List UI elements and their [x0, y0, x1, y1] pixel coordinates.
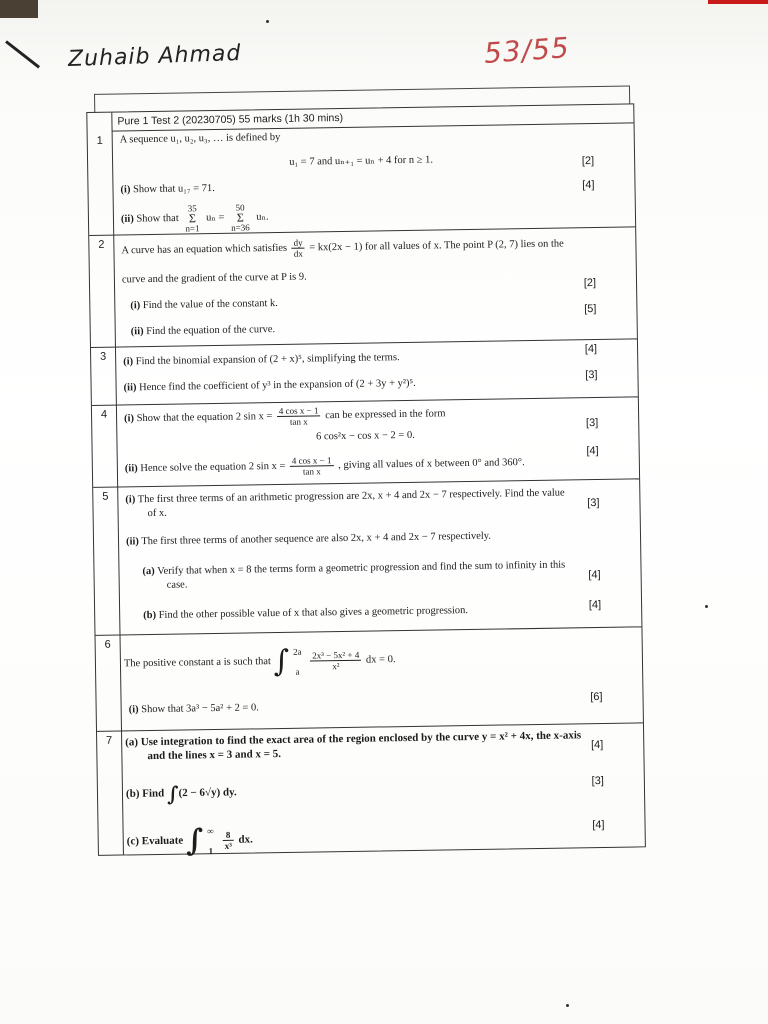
fraction: $\frac{\text{4 cos x − 1}}{\text{tan x}}$: [290, 455, 334, 477]
integral-sign: ∫: [166, 781, 179, 806]
sum-rhs: 50 Σ n=36: [229, 202, 252, 232]
question-number: 1: [96, 134, 103, 147]
marks: [3]: [585, 416, 599, 430]
part-ii: (ii) Find the equation of the curve.: [130, 324, 276, 338]
marks: [4]: [590, 738, 604, 752]
formula: u₁ = 7 and uₙ₊₁ = uₙ + 4 for n ≥ 1.: [289, 154, 434, 168]
derivative: $\frac{dy}{dx}$: [293, 237, 303, 259]
part-i: (i) Find the binomial expansion of (2 + x)⁵, simplifying the terms.: [123, 352, 400, 368]
part-text-cont: and the lines x = 3 and x = 5.: [147, 748, 282, 763]
marks: [5]: [584, 303, 597, 316]
paper-title: Pure 1 Test 2 (20230705) 55 marks (1h 30 mins): [111, 104, 633, 131]
question-text: curve and the gradient of the curve at P is 9.: [121, 271, 307, 286]
sum-lhs-var: uₙ =: [205, 212, 225, 224]
question-number: 3: [99, 350, 107, 363]
part-c: (c) Evaluate ∫ ∞ 1 $\frac{8}{\text{x³}}$ dx.: [126, 823, 253, 859]
question-row-3: [91, 338, 638, 406]
question-row-4: [92, 396, 639, 488]
question-text: A sequence u₁, u₂, u₃, … is defined by: [119, 131, 281, 146]
question-number: 7: [106, 734, 113, 747]
sum-lhs: 35 Σ n=1: [183, 203, 202, 233]
part-i: (i) The first three terms of an arithmetic progression are 2x, x + 4 and 2x − 7 respectively. Find the value: [125, 487, 565, 506]
sum-upper: 35: [187, 203, 197, 214]
question-text: A curve has an equation which satisfies $\frac{dy}{dx}$ = kx(2x − 1) for all values of x. The point P (2, 7) lies on the: [121, 237, 564, 259]
part-ii: (ii) Hence find the coefficient of y³ in the expansion of (2 + 3y + y²)⁵.: [123, 377, 416, 394]
question-number: 4: [100, 408, 108, 421]
part-ii: [121, 202, 269, 234]
question-text: The positive constant a is such that ∫ 2a a $\frac{\text{2x³ − 5x² + 4}}{\text{x²}}$ dx = 0.: [123, 643, 396, 680]
part-i: (i) Show that the equation 2 sin x = $\frac{\text{4 cos x − 1}}{\text{tan x}}$ can be expressed in the form: [124, 405, 446, 427]
part-label: (ii): [120, 213, 134, 225]
part-ii: (ii) The first three terms of another sequence are also 2x, x + 4 and 2x − 7 respectively.: [125, 530, 492, 548]
student-name: Zuhaib Ahmad: [67, 40, 242, 73]
part-text-cont: case.: [166, 579, 188, 591]
marks: [2]: [581, 155, 595, 168]
marks: [3]: [587, 496, 600, 510]
question-sheet: [86, 85, 648, 860]
marks: [4]: [586, 444, 599, 458]
question-number: 5: [102, 490, 109, 503]
part-text: Show that u₁₇ = 71.: [132, 182, 215, 196]
marks: [3]: [591, 774, 604, 788]
sum-lower: n=36: [231, 222, 250, 233]
question-row-2: [89, 226, 637, 348]
fraction: $\frac{8}{\text{x³}}$: [222, 830, 234, 851]
question-row-1: [88, 122, 636, 236]
speck: [566, 1004, 569, 1007]
integral-limits: ∞ 1: [207, 825, 214, 856]
part-label: (i): [120, 184, 131, 196]
sum-upper: 50: [235, 202, 245, 213]
marks: [4]: [588, 598, 602, 612]
part-a: (a) Use integration to find the exact area of the region enclosed by the curve y = x² + 4x, the x-axis: [125, 729, 582, 749]
part-i: (i) Show that 3a³ − 5a² + 2 = 0.: [128, 702, 259, 716]
corner-mark: [0, 0, 38, 18]
formula: 6 cos²x − cos x − 2 = 0.: [315, 429, 415, 443]
score: 53/55: [482, 31, 571, 70]
part-i: (i) Find the value of the constant k.: [130, 298, 278, 312]
question-number: 2: [98, 238, 105, 251]
corner-mark-red: [708, 0, 768, 4]
marks: [4]: [592, 818, 605, 832]
marks: [6]: [590, 690, 603, 704]
marks: [2]: [583, 277, 597, 290]
part-b: (b) Find ∫(2 − 6√y) dy.: [125, 781, 237, 806]
question-number: 6: [104, 638, 111, 651]
part-ii: (ii) Hence solve the equation 2 sin x = $\frac{\text{4 cos x − 1}}{\text{tan x}}$ , giving all values of x between 0° and 360°.: [124, 455, 525, 477]
marks: [3]: [585, 369, 598, 382]
integral-limits: 2a a: [292, 646, 302, 677]
question-row-5: [93, 478, 641, 636]
sum-rhs-var: uₙ.: [256, 211, 269, 223]
sum-lower: n=1: [185, 223, 200, 234]
question-table: [86, 103, 646, 859]
marks: [4]: [584, 343, 598, 356]
speck: [705, 605, 708, 608]
part-b: (b) Find the other possible value of x that also gives a geometric progression.: [143, 605, 469, 622]
part-text-cont: of x.: [147, 507, 167, 520]
question-row-7: [97, 722, 645, 857]
marks: [4]: [588, 568, 601, 582]
fraction: $\frac{\text{2x³ − 5x² + 4}}{\text{x²}}$: [310, 650, 361, 672]
part-a: (a) Verify that when x = 8 the terms form a geometric progression and find the sum to infinity in this: [142, 559, 566, 578]
speck: [266, 20, 269, 23]
part-text: Show that: [136, 212, 179, 225]
marks: [4]: [582, 179, 595, 192]
question-row-6: [95, 626, 642, 732]
fraction: $\frac{\text{4 cos x − 1}}{\text{tan x}}$: [277, 405, 321, 427]
integral-sign: ∫: [185, 823, 204, 859]
integral-sign: ∫: [273, 643, 290, 680]
part-i: [120, 183, 215, 195]
